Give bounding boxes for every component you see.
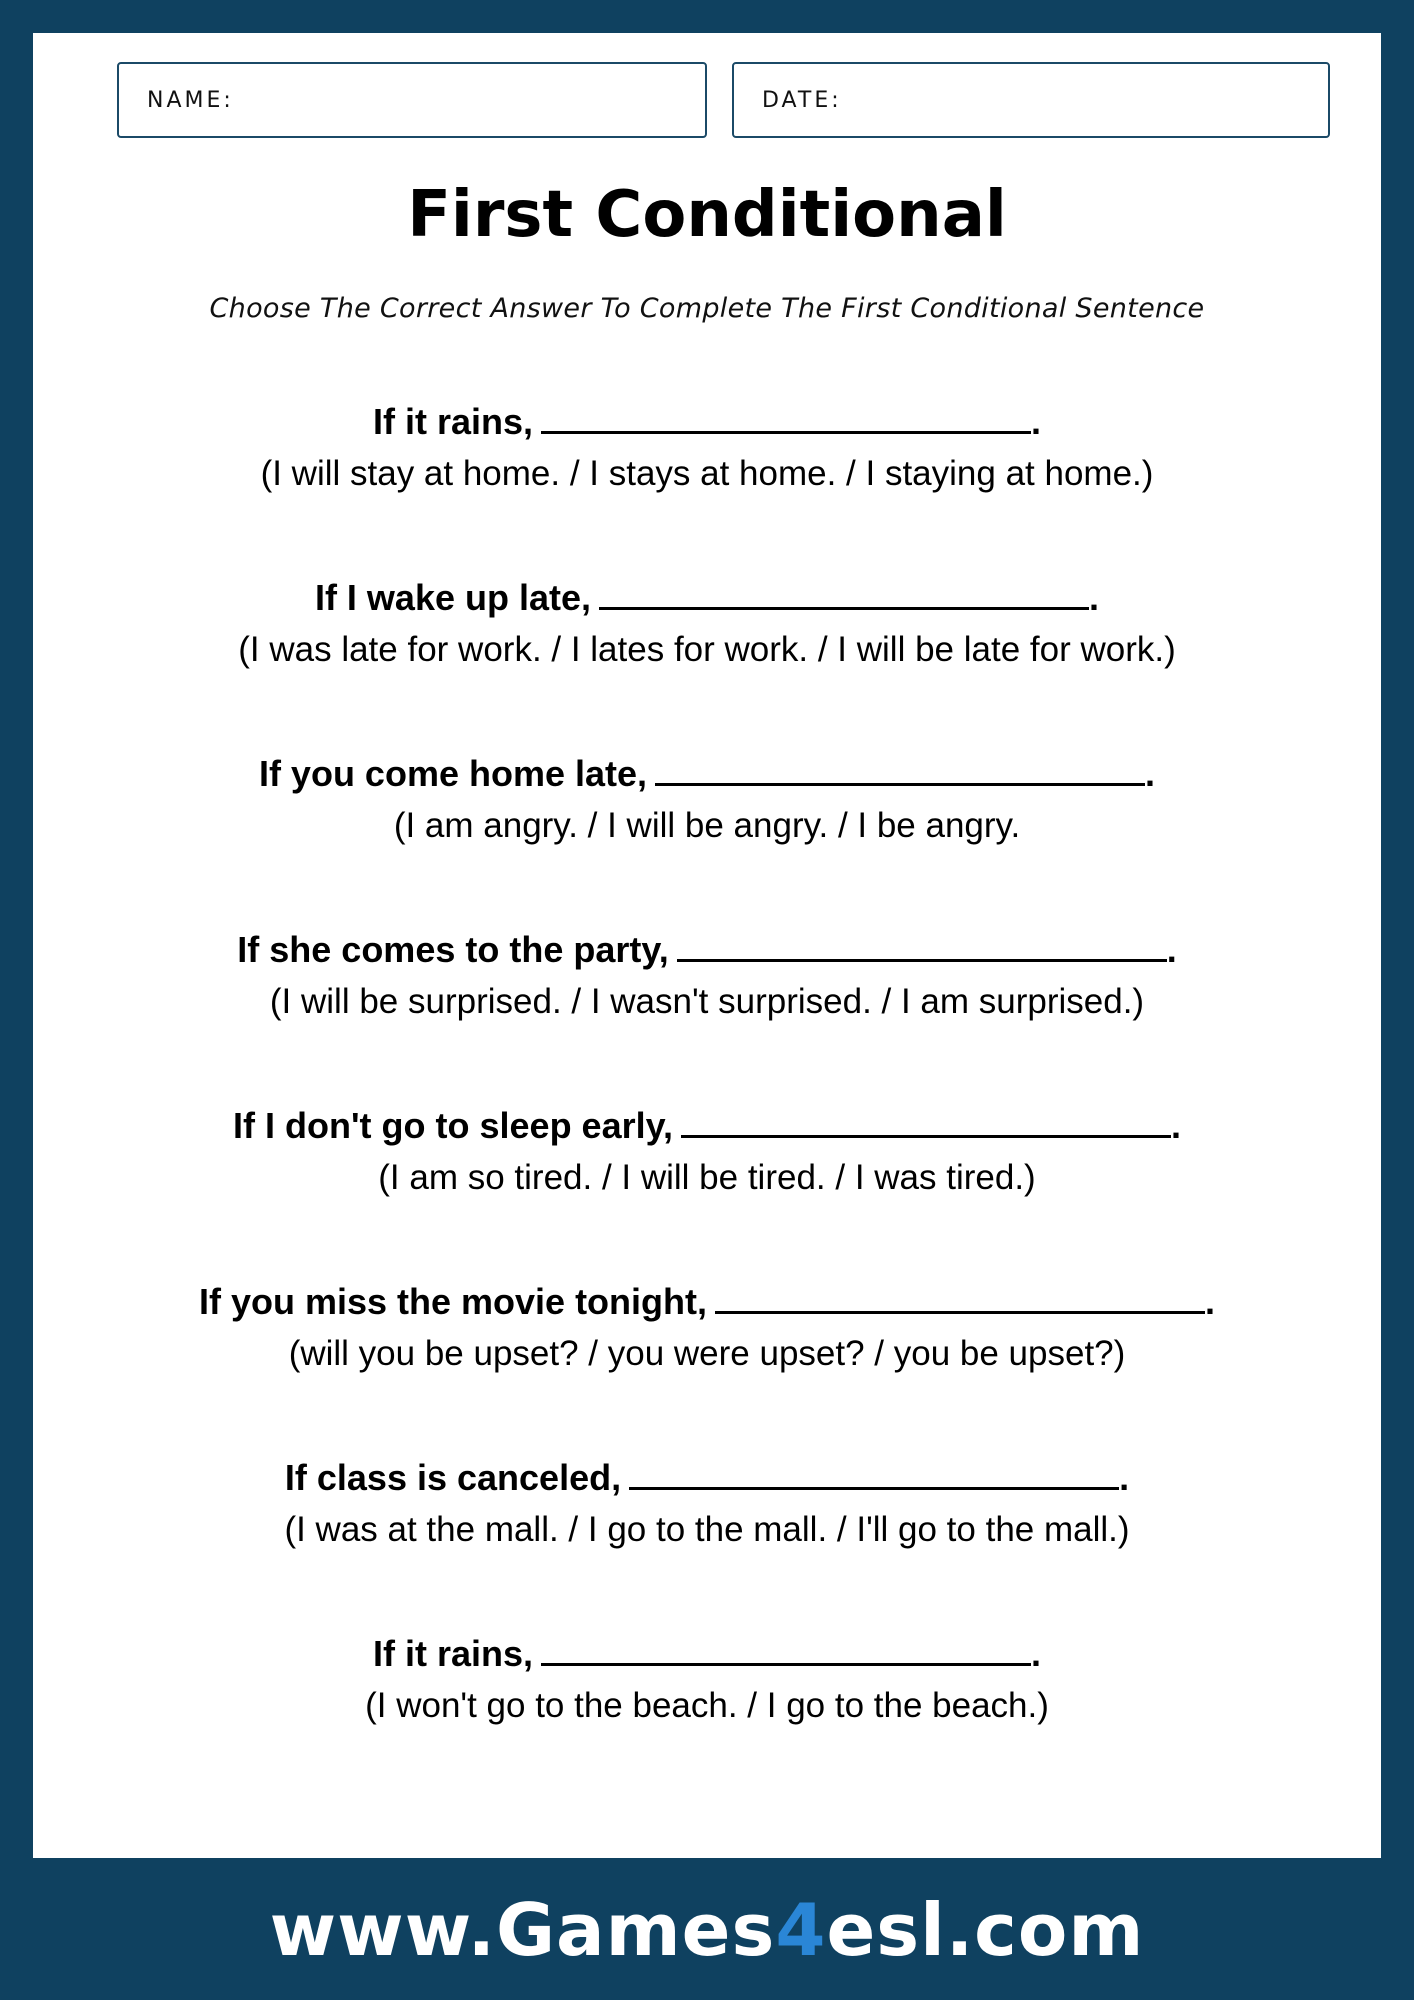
answer-blank bbox=[541, 1633, 1031, 1666]
answer-options: (I am angry. / I will be angry. / I be angry. bbox=[393, 806, 1021, 845]
prompt-text: If I wake up late, bbox=[314, 577, 592, 618]
answer-options: (I will be surprised. / I wasn't surprised. / I am surprised.) bbox=[269, 982, 1145, 1021]
instructions: Choose The Correct Answer To Complete The First Conditional Sentence bbox=[209, 293, 1205, 324]
prompt-text: If you come home late, bbox=[258, 753, 648, 794]
answer-blank bbox=[677, 929, 1167, 962]
prompt-text: If it rains, bbox=[372, 1633, 533, 1674]
question-2 bbox=[33, 574, 1381, 750]
prompt-text: If class is canceled, bbox=[284, 1457, 622, 1498]
answer-options: (I was late for work. / I lates for work. / I will be late for work.) bbox=[238, 630, 1176, 669]
answer-options: (I will stay at home. / I stays at home. / I staying at home.) bbox=[260, 454, 1154, 493]
footer-website bbox=[0, 1888, 1414, 1972]
prompt-end: . bbox=[1031, 401, 1042, 442]
prompt-end: . bbox=[1089, 577, 1100, 618]
answer-blank bbox=[629, 1457, 1119, 1490]
name-label: NAME: bbox=[147, 88, 234, 113]
answer-blank bbox=[541, 401, 1031, 434]
name-field[interactable] bbox=[117, 62, 707, 138]
question-prompt bbox=[33, 1278, 1381, 1326]
prompt-end: . bbox=[1031, 1633, 1042, 1674]
answer-blank bbox=[655, 753, 1145, 786]
prompt-text: If you miss the movie tonight, bbox=[198, 1281, 708, 1322]
date-field[interactable] bbox=[732, 62, 1330, 138]
prompt-text: If I don't go to sleep early, bbox=[233, 1105, 673, 1146]
question-prompt bbox=[33, 574, 1381, 622]
answer-blank bbox=[599, 577, 1089, 610]
answer-blank bbox=[681, 1105, 1171, 1138]
answer-options: (I was at the mall. / I go to the mall. / I'll go to the mall.) bbox=[284, 1510, 1130, 1549]
answer-blank bbox=[715, 1281, 1205, 1314]
answer-options: (will you be upset? / you were upset? / you be upset?) bbox=[288, 1334, 1126, 1373]
prompt-end: . bbox=[1205, 1281, 1216, 1322]
question-prompt bbox=[33, 750, 1381, 798]
worksheet bbox=[33, 33, 1381, 1858]
date-label: DATE: bbox=[762, 88, 842, 113]
question-7 bbox=[33, 1454, 1381, 1630]
prompt-end: . bbox=[1166, 929, 1177, 970]
prompt-text: If it rains, bbox=[372, 401, 533, 442]
question-prompt bbox=[33, 1630, 1381, 1678]
footer-accent: 4 bbox=[775, 1888, 827, 1972]
prompt-end: . bbox=[1170, 1105, 1181, 1146]
footer-suffix: esl.com bbox=[826, 1888, 1145, 1972]
question-4 bbox=[33, 926, 1381, 1102]
prompt-end: . bbox=[1119, 1457, 1130, 1498]
question-6 bbox=[33, 1278, 1381, 1454]
question-prompt bbox=[33, 1454, 1381, 1502]
question-prompt bbox=[33, 926, 1381, 974]
prompt-text: If she comes to the party, bbox=[237, 929, 669, 970]
question-3 bbox=[33, 750, 1381, 926]
question-5 bbox=[33, 1102, 1381, 1278]
answer-options: (I won't go to the beach. / I go to the beach.) bbox=[365, 1686, 1049, 1725]
question-prompt bbox=[33, 1102, 1381, 1150]
question-list bbox=[33, 398, 1381, 1806]
prompt-end: . bbox=[1145, 753, 1156, 794]
question-8 bbox=[33, 1630, 1381, 1806]
answer-options: (I am so tired. / I will be tired. / I was tired.) bbox=[378, 1158, 1036, 1197]
question-1 bbox=[33, 398, 1381, 574]
question-prompt bbox=[33, 398, 1381, 446]
page-title: First Conditional bbox=[407, 178, 1007, 252]
footer-prefix: www.Games bbox=[269, 1888, 776, 1972]
